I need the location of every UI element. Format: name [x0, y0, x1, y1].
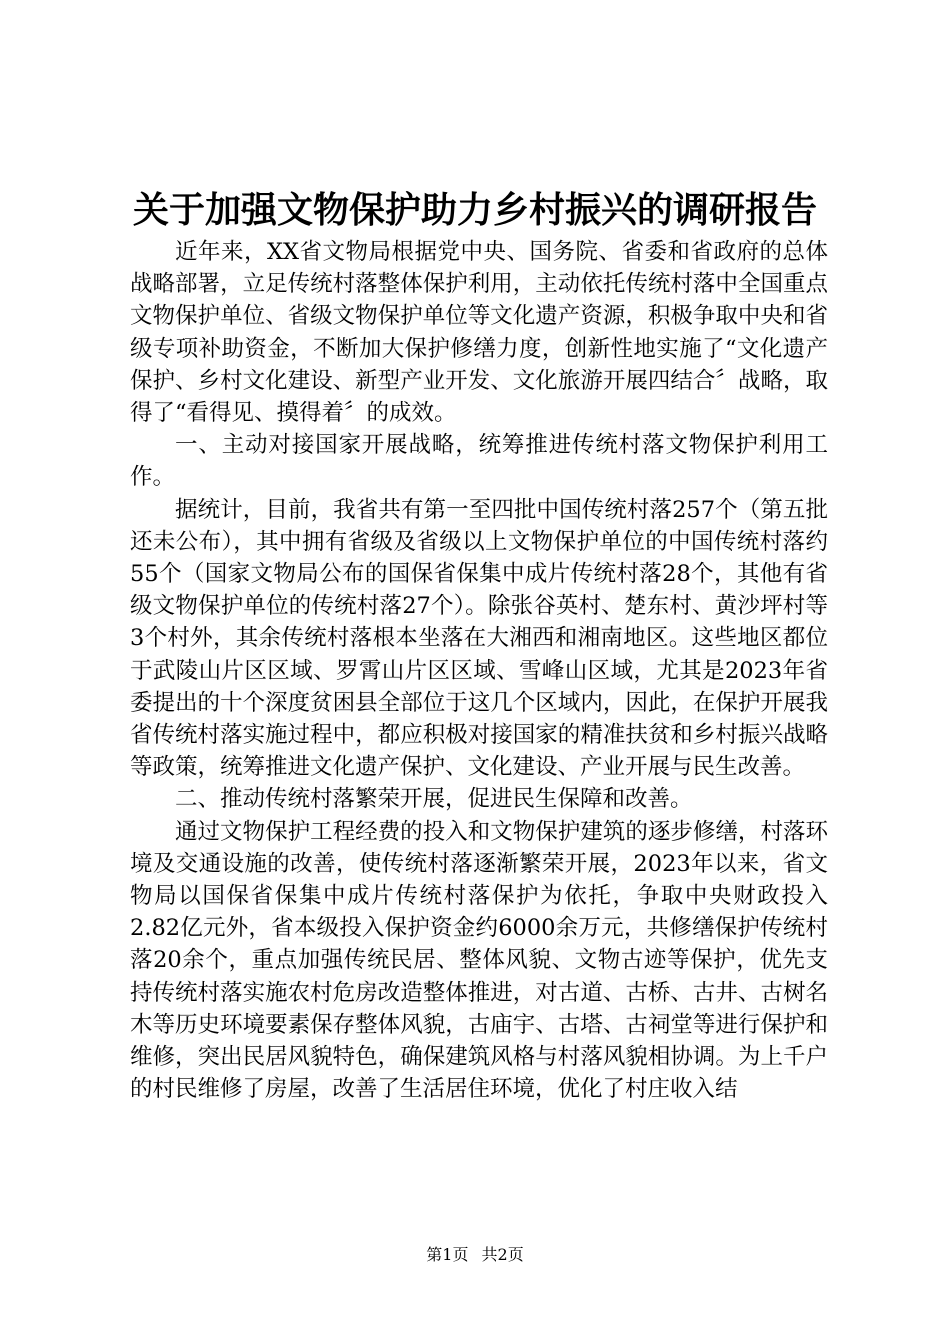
page-number: 第1页	[426, 1245, 469, 1264]
page-footer	[0, 1245, 950, 1265]
paragraph-investment: 通过文物保护工程经费的投入和文物保护建筑的逐步修缮，村落环境及交通设施的改善，使传统村落逐渐繁荣开展，2023年以来，省文物局以国保省保集中成片传统村落保护为依托，争取中央财政投入2.82亿元外，省本级投入保护资金约6000余万元，共修缮保护传统村落20余个，重点加强传统民居、整体风貌、文物古迹等保护，优先支持传统村落实施农村危房改造整体推进，对古道、古桥、古井、古树名木等历史环境要素保存整体风貌，古庙宇、古塔、古祠堂等进行保护和维修，突出民居风貌特色，确保建筑风格与村落风貌相协调。为上千户的村民维修了房屋，改善了生活居住环境，优化了村庄收入结	[130, 818, 828, 1103]
page-total: 共2页	[481, 1245, 524, 1264]
document-title: 关于加强文物保护助力乡村振兴的调研报告	[132, 189, 817, 231]
document-body	[130, 236, 828, 1105]
paragraph-intro: 近年来，XX省文物局根据党中央、国务院、省委和省政府的总体战略部署，立足传统村落整体保护利用，主动依托传统村落中全国重点文物保护单位、省级文物保护单位等文化遗产资源，积极争取中央和省级专项补助资金，不断加大保护修缮力度，创新性地实施了“文化遗产保护、乡村文化建设、新型产业开发、文化旅游开展四结合〞战略，取得了“看得见、摸得着〞的成效。	[130, 239, 828, 427]
section-heading-2: 二、推动传统村落繁荣开展，促进民生保障和改善。	[175, 786, 693, 813]
section-heading-1: 一、主动对接国家开展战略，统筹推进传统村落文物保护利用工作。	[130, 432, 828, 491]
paragraph-statistics: 据统计，目前，我省共有第一至四批中国传统村落257个（第五批还未公布），其中拥有省级及省级以上文物保护单位的中国传统村落约55个（国家文物局公布的国保省保集中成片传统村落28个，其他有省级文物保护单位的传统村落27个）。除张谷英村、楚东村、黄沙坪村等3个村外，其余传统村落根本坐落在大湘西和湘南地区。这些地区都位于武陵山片区区域、罗霄山片区区域、雪峰山区域，尤其是2023年省委提出的十个深度贫困县全部位于这几个区域内，因此，在保护开展我省传统村落实施过程中，都应积极对接国家的精准扶贫和乡村振兴战略等政策，统筹推进文化遗产保护、文化建设、产业开展与民生改善。	[130, 496, 828, 781]
